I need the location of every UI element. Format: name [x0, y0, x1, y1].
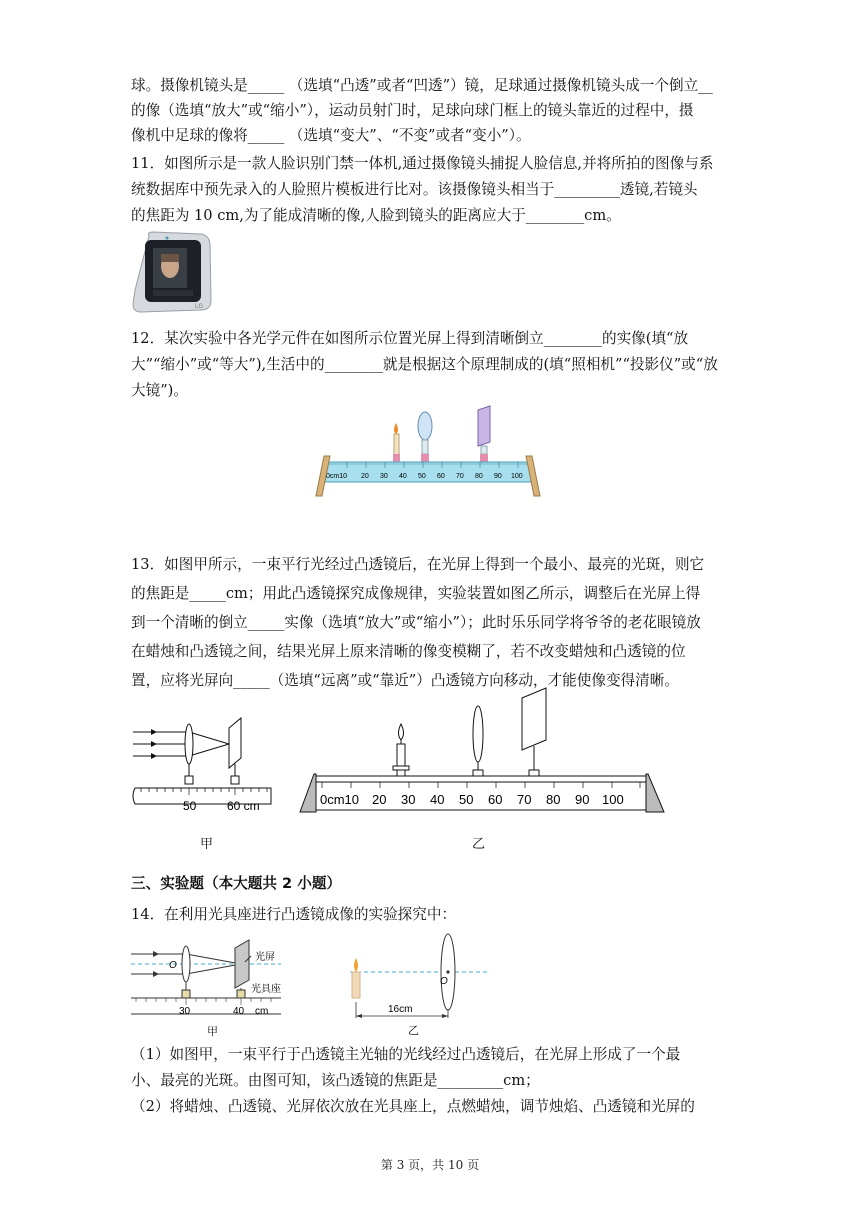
q13-jia-tick-60: 60 cm [227, 799, 260, 813]
q13-yi-tick-40: 40 [430, 792, 445, 807]
q12-text-line-1: 12．某次实验中各光学元件在如图所示位置光屏上得到清晰倒立________的实像(填“放 [131, 330, 689, 347]
q13-yi-tick-70: 70 [517, 792, 532, 807]
q14-part2-line-1: （2）将蜡烛、凸透镜、光屏依次放在光具座上，点燃蜡烛，调节烛焰、凸透镜和光屏的 [131, 1098, 695, 1115]
q12-ruler-label-40: 40 [399, 473, 407, 480]
q12-ruler-label-0: 0cm10 [326, 473, 348, 480]
q14-figure-yi [340, 930, 500, 1020]
q13-text-line-1: 13．如图甲所示，一束平行光经过凸透镜后，在光屏上得到一个最小、最亮的光斑，则它 [131, 556, 705, 573]
q11-text-line-2: 统数据库中预先录入的人脸照片模板进行比对。该摄像镜头相当于_________透镜,若镜头 [131, 181, 698, 198]
q10-text-line-2: 的像（选填“放大”或“缩小”），运动员射门时，足球向球门框上的镜头靠近的过程中，摄 [131, 102, 694, 119]
face-recognition-device-image [131, 230, 213, 316]
q12-ruler-label-50: 50 [418, 473, 426, 480]
q14-jia-tick-30: 30 [179, 1006, 191, 1017]
q14-distance-label: 16cm [388, 1004, 413, 1015]
q11-text-line-1: 11．如图所示是一款人脸识别门禁一体机,通过摄像镜头捕捉人脸信息,并将所拍的图像与系 [131, 155, 714, 172]
q13-figure-yi-caption: 乙 [472, 837, 486, 852]
q13-text-line-5: 置，应将光屏向_____（选填“远离”或“靠近”）凸透镜方向移动，才能使像变得清晰。 [131, 672, 679, 689]
q12-text-line-3: 大镜”)。 [131, 382, 188, 399]
q13-yi-tick-50: 50 [459, 792, 474, 807]
q13-figure-jia [131, 712, 281, 816]
q12-optical-bench-figure [308, 404, 548, 498]
q13-yi-tick-20: 20 [372, 792, 387, 807]
q10-text-line-3: 像机中足球的像将_____ （选填“变大”、“不变”或者“变小”）。 [131, 127, 531, 144]
q12-ruler-label-30: 30 [380, 473, 388, 480]
q12-ruler-label-70: 70 [456, 473, 464, 480]
q13-yi-tick-30: 30 [401, 792, 416, 807]
q13-figure-jia-caption: 甲 [200, 837, 214, 852]
q13-yi-tick-90: 90 [575, 792, 590, 807]
q13-figure-yi [298, 684, 668, 816]
q13-yi-tick-60: 60 [488, 792, 503, 807]
q13-text-line-3: 到一个清晰的倒立_____实像（选填“放大”或“缩小”）；此时乐乐同学将爷爷的老花眼镜放 [131, 614, 701, 631]
q12-ruler-label-90: 90 [494, 473, 502, 480]
q14-part1-line-1: （1）如图甲，一束平行于凸透镜主光轴的光线经过凸透镜后，在光屏上形成了一个最 [131, 1046, 681, 1063]
q10-text-line-1: 球。摄像机镜头是_____ （选填“凸透”或者“凹透”）镜，足球通过摄像机镜头成一个倒立__ [131, 77, 713, 94]
q13-yi-tick-100: 100 [602, 792, 624, 807]
page-footer: 第 3 页，共 10 页 [380, 1158, 480, 1172]
q14-figure-yi-caption: 乙 [408, 1024, 419, 1037]
q14-figure-jia [131, 934, 291, 1034]
q14-yi-o-label: O [440, 976, 448, 987]
q14-jia-tick-40: 40 [233, 1006, 245, 1017]
q14-text-line-1: 14．在利用光具座进行凸透镜成像的实验探究中： [131, 906, 457, 923]
q14-figure-jia-caption: 甲 [207, 1025, 218, 1038]
q13-yi-tick-80: 80 [546, 792, 561, 807]
q14-jia-tick-cm: cm [255, 1006, 269, 1017]
q12-ruler-label-80: 80 [475, 473, 483, 480]
q14-bench-label: 光具座 [251, 984, 281, 995]
q13-text-line-4: 在蜡烛和凸透镜之间，结果光屏上原来清晰的像变模糊了，若不改变蜡烛和凸透镜的位 [131, 643, 686, 660]
svg-text:LG: LG [195, 304, 204, 310]
q14-jia-o-label: O [169, 960, 177, 971]
q13-text-line-2: 的焦距是_____cm；用此凸透镜探究成像规律，实验装置如图乙所示，调整后在光屏上得 [131, 585, 701, 602]
q12-ruler-label-20: 20 [361, 473, 369, 480]
q11-text-line-3: 的焦距为 10 cm,为了能成清晰的像,人脸到镜头的距离应大于________cm。 [131, 207, 621, 224]
q12-ruler-label-100: 100 [511, 473, 523, 480]
q12-text-line-2: 大”“缩小”或“等大”),生活中的________就是根据这个原理制成的(填“照相机”“投影仪”或“放 [131, 356, 718, 373]
q14-screen-label: 光屏 [255, 952, 275, 963]
q13-jia-tick-50: 50 [183, 799, 197, 813]
q13-yi-tick-0: 0cm10 [320, 792, 360, 807]
q14-part1-line-2: 小、最亮的光斑。由图可知，该凸透镜的焦距是_________cm； [131, 1072, 540, 1089]
section-3-title: 三、实验题（本大题共 2 小题） [131, 875, 342, 892]
q12-ruler-label-60: 60 [437, 473, 445, 480]
